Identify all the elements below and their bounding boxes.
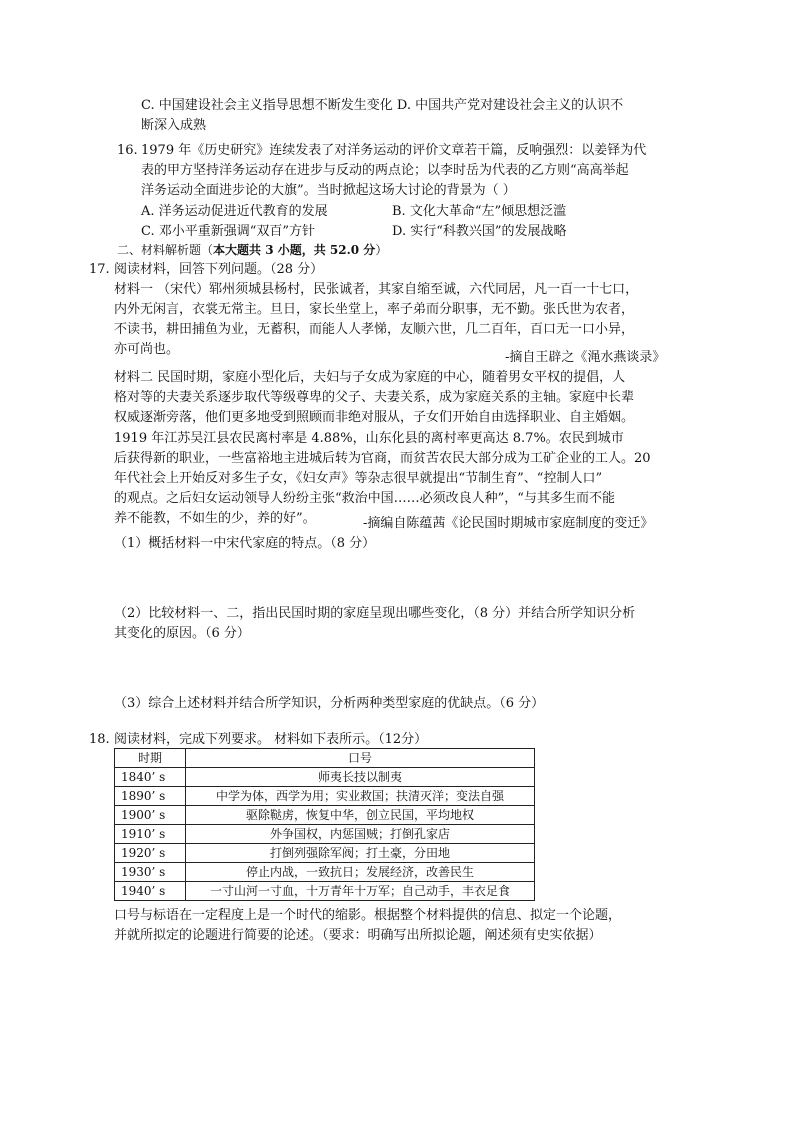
q17-material1-source: -摘自王辟之《渑水燕谈录》 (505, 350, 666, 365)
table-row (115, 825, 535, 844)
q17-material2-line: 年代社会上开始反对多生子女，《妇女声》等杂志很早就提出“节制生育”、“控制人口” (114, 471, 603, 486)
section-heading-bold: 本大题共 3 小题，共 52.0 分 (213, 243, 376, 257)
q17-material2-line: 后获得新的职业，一些富裕地主进城后转为官商，而贫苦农民大部分成为工矿企业的工人。20 (114, 451, 651, 466)
q17-material2-line: 格对等的夫妻关系逐步取代等级尊卑的父子、夫妻关系，成为家庭关系的主轴。家庭中长辈 (114, 390, 635, 405)
section-heading (117, 240, 387, 260)
table-cell-slogan: 中学为体，西学为用；实业救国；扶清灭洋；变法自强 (186, 787, 535, 806)
q17-subquestion-2: （2）比较材料一、二，指出民国时期的家庭呈现出哪些变化，（8 分）并结合所学知识分析 (114, 606, 636, 621)
q17-material2-line: 养不能教，不如生的少，养的好”。 (114, 511, 316, 526)
q17-subquestion-1: （1）概括材料一中宋代家庭的特点。（8 分） (114, 536, 376, 551)
q16-number: 16. (117, 143, 138, 158)
q17-number: 17. (89, 262, 110, 277)
q17-material2-line: 1919 年江苏吴江县农民离村率是 4.88%，山东化县的离村率更高达 8.7%。农民到城市 (114, 431, 624, 446)
section-heading-prefix: 二、材料解析题（ (117, 243, 214, 257)
q17-material1-line: 内外无闲言，衣裳无常主。旦日，家长坐堂上，率子弟而分职事，无不勤。张氏世为农者， (114, 302, 635, 317)
table-row (115, 863, 535, 882)
table-cell-period: 1840’ s (115, 768, 186, 787)
table-cell-slogan: 打倒列强除军阀；打土豪，分田地 (186, 844, 535, 863)
table-cell-slogan: 师夷长技以制夷 (186, 768, 535, 787)
q16-option-a: A. 洋务运动促进近代教育的发展 (141, 204, 328, 219)
q18-number: 18. (89, 732, 110, 747)
q17-material2-line: 权威逐渐旁落，他们更多地受到照顾而非绝对服从，子女们开始自由选择职业、自主婚姻。 (114, 410, 635, 425)
table-cell-slogan: 一寸山河一寸血，十万青年十万军；自己动手，丰衣足食 (186, 882, 535, 901)
table-cell-period: 1940’ s (115, 882, 186, 901)
q17-material2-source: -摘编自陈蕴茜《论民国时期城市家庭制度的变迁》 (363, 516, 654, 531)
q18-task-line: 并就所拟定的论题进行简要的论述。（要求：明确写出所拟论题，阐述须有史实依据） (114, 928, 602, 943)
q16-option-d: D. 实行“科教兴国”的发展战略 (392, 224, 567, 239)
table-cell-period: 1920’ s (115, 844, 186, 863)
q15-option-cd: C. 中国建设社会主义指导思想不断发生变化 D. 中国共产党对建设社会主义的认识不 (141, 98, 624, 113)
table-cell-slogan: 停止内战，一致抗日；发展经济，改善民生 (186, 863, 535, 882)
table-row (115, 768, 535, 787)
table-cell-slogan: 外争国权，内惩国贼；打倒孔家店 (186, 825, 535, 844)
q18-intro: 阅读材料，完成下列要求。 材料如下表所示。（12分） (114, 732, 428, 747)
q18-task-line: 口号与标语在一定程度上是一个时代的缩影。根据整个材料提供的信息、拟定一个论题， (114, 908, 622, 923)
q16-stem-line: 1979 年《历史研究》连续发表了对洋务运动的评价文章若干篇，反响强烈：以姜铎为代 (141, 143, 647, 158)
table-header-slogan: 口号 (186, 749, 535, 768)
q15-option-d-continued: 断深入成熟 (141, 118, 207, 133)
slogan-table (114, 748, 535, 901)
table-row (115, 882, 535, 901)
table-row (115, 806, 535, 825)
table-cell-slogan: 驱除鞑虏，恢复中华，创立民国，平均地权 (186, 806, 535, 825)
table-cell-period: 1910’ s (115, 825, 186, 844)
table-row (115, 844, 535, 863)
q17-intro: 阅读材料，回答下列问题。（28 分） (114, 262, 324, 277)
table-row (115, 787, 535, 806)
q17-material1-line: 材料一 （宋代）郓州须城县杨村，民张诚者，其家自缩至诚，六代同居，凡一百一十七口， (114, 282, 639, 297)
q16-option-c: C. 邓小平重新强调“双百”方针 (141, 224, 316, 239)
q17-material1-line: 亦可尚也。 (114, 342, 180, 357)
section-heading-suffix: ） (375, 243, 388, 257)
table-header-row (115, 749, 535, 768)
table-cell-period: 1900’ s (115, 806, 186, 825)
table-header-period: 时期 (115, 749, 186, 768)
q16-option-b: B. 文化大革命“左”倾思想泛滥 (392, 204, 567, 219)
q16-stem-line: 表的甲方坚持洋务运动存在进步与反动的两点论；以李时岳为代表的乙方则“高高举起 (141, 163, 629, 178)
table-cell-period: 1890’ s (115, 787, 186, 806)
q17-material2-line: 的观点。之后妇女运动领导人纷纷主张“救治中国……必须改良人种”，“与其多生而不能 (114, 491, 615, 506)
q17-material2-line: 材料二 民国时期，家庭小型化后，夫妇与子女成为家庭的中心，随着男女平权的提倡，人 (114, 370, 626, 385)
q17-subquestion-3: （3）综合上述材料并结合所学知识，分析两种类型家庭的优缺点。（6 分） (114, 696, 545, 711)
q17-subquestion-2: 其变化的原因。（6 分） (114, 626, 250, 641)
table-cell-period: 1930’ s (115, 863, 186, 882)
q17-material1-line: 不读书，耕田捕鱼为业，无蓄积，而能人人孝悌，友顺六世，几二百年，百口无一口小异， (114, 322, 635, 337)
q16-stem-line: 洋务运动全面进步论的大旗”。当时掀起这场大讨论的背景为（ ） (141, 183, 516, 198)
